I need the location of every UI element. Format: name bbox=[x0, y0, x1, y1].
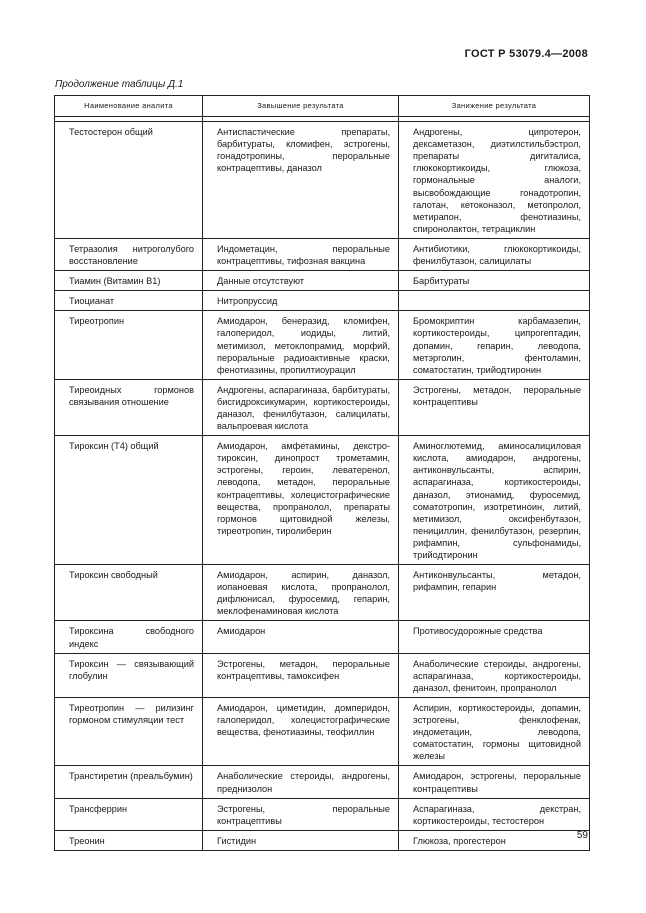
cell-analyte: Тиамин (Витамин В1) bbox=[55, 271, 203, 291]
cell-analyte: Тироксина свободного индекс bbox=[55, 621, 203, 653]
cell-increase: Эстрогены, пероральные контрацептивы bbox=[203, 798, 399, 830]
cell-increase: Антиспастические препараты, барбитураты, кломифен, эстрогены, гонадотропины, пероральные контрацептивы, даназол bbox=[203, 122, 399, 239]
table-row bbox=[55, 291, 590, 311]
table-row bbox=[55, 653, 590, 697]
cell-increase: Данные отсутствуют bbox=[203, 271, 399, 291]
cell-decrease: Аспирин, кортикостероиды, допамин, эстрогены, фенклофенак, индометацин, леводопа, соматостатин, гормоны щитовидной железы bbox=[399, 697, 590, 765]
cell-increase: Гистидин bbox=[203, 830, 399, 850]
cell-analyte: Трансферрин bbox=[55, 798, 203, 830]
table-row bbox=[55, 122, 590, 239]
cell-increase: Амиодарон, бенеразид, кломифен, галоперидол, иодиды, литий, метимизол, метоклопрамид, морфий, пероральные радиоактивные краски, фенотиазины, пропилтиоурацил bbox=[203, 311, 399, 379]
page-number: 59 bbox=[576, 830, 588, 841]
table-row bbox=[55, 436, 590, 565]
cell-analyte: Тиреоидных гормонов связывания отношение bbox=[55, 379, 203, 435]
cell-decrease: Андрогены, ципротерон, дексаметазон, диэтилстильбэстрол, препараты дигиталиса, глюкокортикоиды, глюкоза, гормональные аналоги, высвобождающие гонадотропин, галотан, кетоконазол, метопролол, метирапон, фенотиазины, спиронолактон, тетрациклин bbox=[399, 122, 590, 239]
cell-analyte: Тироксин свободный bbox=[55, 565, 203, 621]
cell-analyte: Тироксин (Т4) общий bbox=[55, 436, 203, 565]
table-header-row bbox=[55, 96, 590, 117]
cell-decrease: Анаболические стероиды, андрогены, аспарагиназа, кортикостероиды, даназол, фенитоин, пропранолол bbox=[399, 653, 590, 697]
cell-analyte: Тироксин — связывающий глобулин bbox=[55, 653, 203, 697]
cell-analyte: Транстиретин (преальбумин) bbox=[55, 766, 203, 798]
table-row bbox=[55, 798, 590, 830]
cell-increase: Нитропруссид bbox=[203, 291, 399, 311]
table-row bbox=[55, 830, 590, 850]
cell-analyte: Треонин bbox=[55, 830, 203, 850]
cell-increase: Индометацин, пероральные контрацептивы, тифозная вакцина bbox=[203, 238, 399, 270]
table-row bbox=[55, 271, 590, 291]
table-row bbox=[55, 565, 590, 621]
table-row bbox=[55, 379, 590, 435]
table-row bbox=[55, 621, 590, 653]
column-header-analyte: Наименование аналита bbox=[55, 96, 203, 117]
cell-decrease: Эстрогены, метадон, пероральные контрацептивы bbox=[399, 379, 590, 435]
cell-increase: Амиодарон, аспирин, даназол, иопаноевая кислота, пропранолол, дифлюнисал, фуросемид, гепарин, меклофенаминовая кислота bbox=[203, 565, 399, 621]
cell-decrease: Аминоглютемид, аминосалициловая кислота, амиодарон, андрогены, антиконвульсанты, аспирин, аспарагиназа, кортикостероиды, даназол, этионамид, фуросемид, соматотропин, изотретиноин, литий, метимизол, оксифенбутазон, пенициллин, фенилбутазон, резерпин, рифампин, сульфонамиды, трийодтиронин bbox=[399, 436, 590, 565]
column-header-increase: Завышение результата bbox=[203, 96, 399, 117]
cell-decrease: Антибиотики, глюкокортикоиды, фенилбутазон, салицилаты bbox=[399, 238, 590, 270]
cell-decrease: Аспарагиназа, декстран, кортикостероиды, тестостерон bbox=[399, 798, 590, 830]
cell-decrease: Амиодарон, эстрогены, пероральные контрацептивы bbox=[399, 766, 590, 798]
cell-increase: Анаболические стероиды, андрогены, преднизолон bbox=[203, 766, 399, 798]
cell-decrease: Антиконвульсанты, метадон, рифампин, гепарин bbox=[399, 565, 590, 621]
cell-increase: Амиодарон, циметидин, домперидон, галоперидол, холецистографические вещества, фенотиазины, теофиллин bbox=[203, 697, 399, 765]
cell-analyte: Тетразолия нитроголубого восстановление bbox=[55, 238, 203, 270]
cell-decrease bbox=[399, 291, 590, 311]
analyte-table bbox=[54, 95, 590, 851]
table-caption: Продолжение таблицы Д.1 bbox=[55, 79, 184, 90]
table-row bbox=[55, 311, 590, 379]
document-code: ГОСТ Р 53079.4—2008 bbox=[464, 48, 588, 60]
cell-analyte: Тиреотропин — рилизинг гормоном стимуляции тест bbox=[55, 697, 203, 765]
cell-decrease: Барбитураты bbox=[399, 271, 590, 291]
cell-increase: Эстрогены, метадон, пероральные контрацептивы, тамоксифен bbox=[203, 653, 399, 697]
table-row bbox=[55, 697, 590, 765]
cell-increase: Андрогены, аспарагиназа, барбитураты, бисгидроксикумарин, кортикостероиды, даназол, фенилбутазон, салицилаты, вальпроевая кислота bbox=[203, 379, 399, 435]
cell-increase: Амиодарон bbox=[203, 621, 399, 653]
cell-decrease: Глюкоза, прогестерон bbox=[399, 830, 590, 850]
cell-analyte: Тиреотропин bbox=[55, 311, 203, 379]
cell-increase: Амиодарон, амфетамины, декстро-тироксин, динопрост трометамин, эстрогены, героин, леватеренол, леводопа, метадон, пероральные контрацептивы, холецистографические вещества, пропранолол, препараты гормонов щитовидной железы, тиреотропин, тиролиберин bbox=[203, 436, 399, 565]
cell-analyte: Тиоцианат bbox=[55, 291, 203, 311]
cell-analyte: Тестостерон общий bbox=[55, 122, 203, 239]
column-header-decrease: Занижение результата bbox=[399, 96, 590, 117]
table-body bbox=[55, 117, 590, 851]
cell-decrease: Бромокриптин карбамазепин, кортикостероиды, ципрогептадин, допамин, гепарин, леводопа, метэрголин, фентоламин, соматостатин, трийодтиронин bbox=[399, 311, 590, 379]
table-row bbox=[55, 238, 590, 270]
cell-decrease: Противосудорожные средства bbox=[399, 621, 590, 653]
table-row bbox=[55, 766, 590, 798]
